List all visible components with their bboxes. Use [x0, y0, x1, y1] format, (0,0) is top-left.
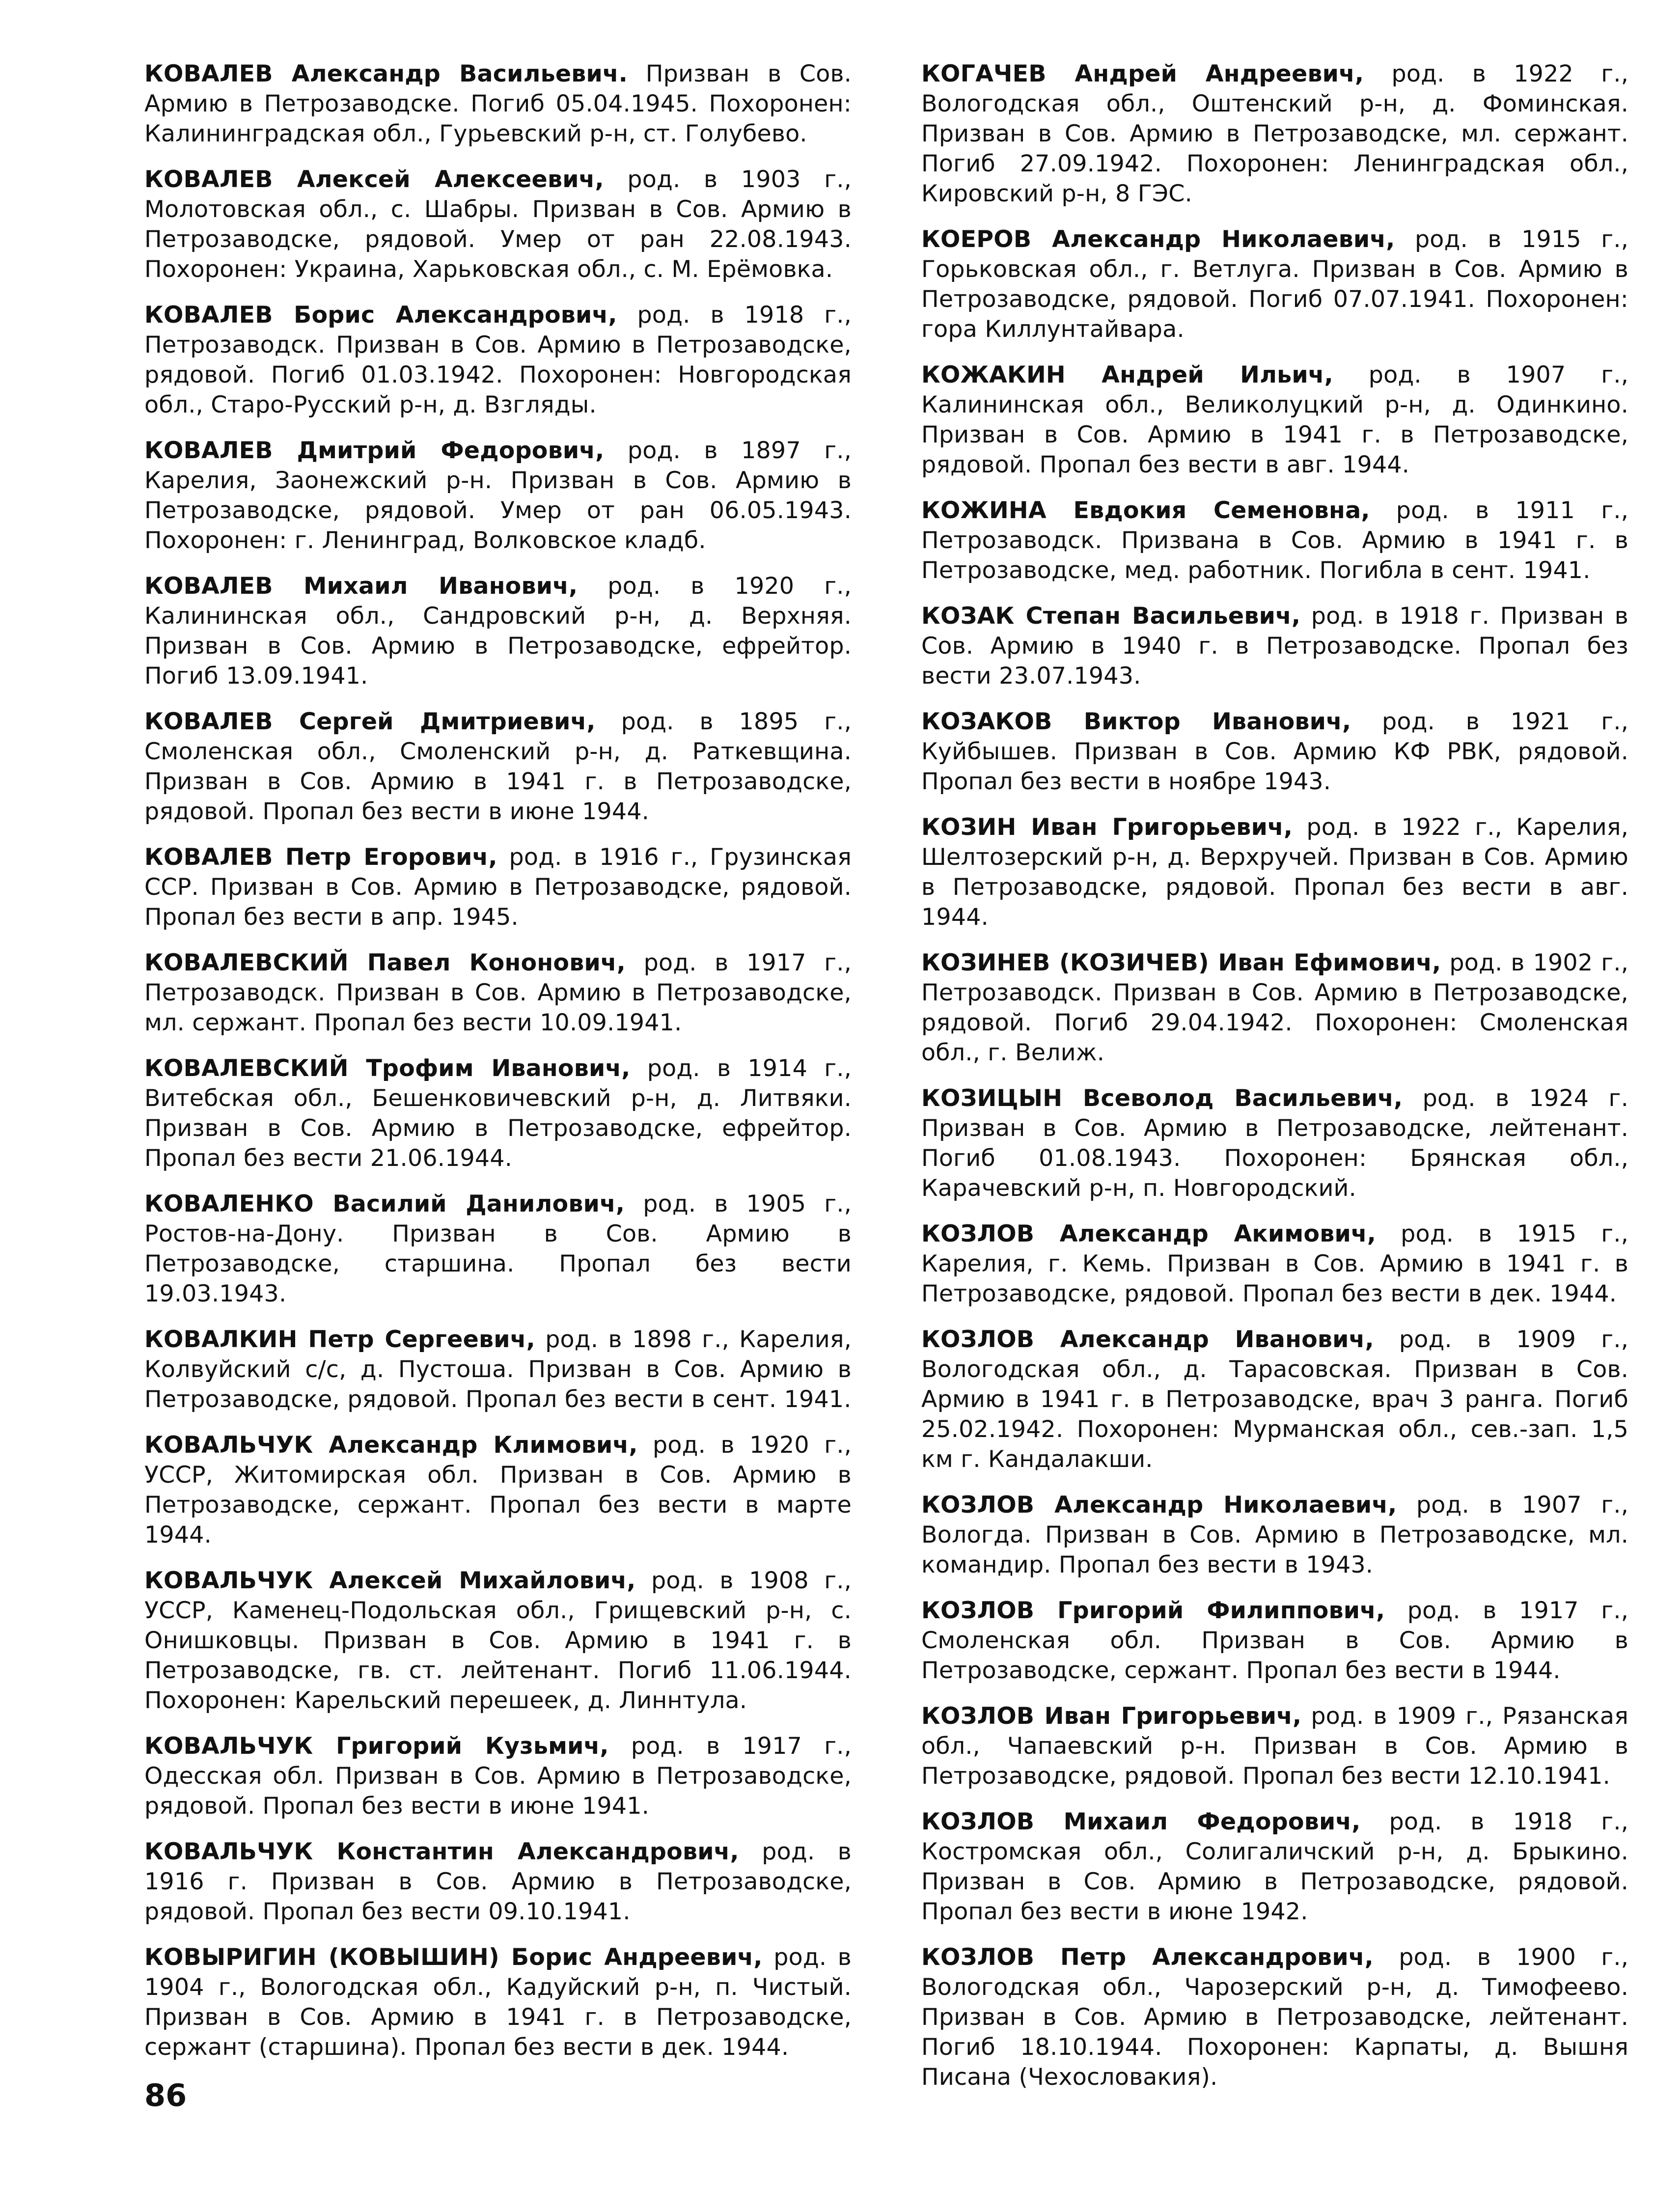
entry	[921, 1596, 1628, 1686]
entry-name: КОЗАК Степан Васильевич,	[921, 603, 1301, 630]
left-column	[144, 59, 852, 2078]
entry-text: род. в 1922 г., Вологодская обл., Оштенский р-н, д. Фоминская. Призван в Сов. Армию в Петрозаводске, мл. сержант. Погиб 27.09.1942. Похоронен: Ленинградская обл., Кировский р-н, 8 ГЭС.	[921, 60, 1628, 207]
entry-text: род. в 1916 г., Грузинская ССР. Призван в Сов. Армию в Петрозаводске, рядовой. Пропал без вести в апр. 1945.	[144, 844, 852, 931]
entry-name: КОЗЛОВ Петр Александрович,	[921, 1944, 1374, 1971]
entry	[921, 1325, 1628, 1474]
entry-text: род. в 1904 г., Вологодская обл., Кадуйский р-н, п. Чистый. Призван в Сов. Армию в 1941 г. в Петрозаводске, сержант (старшина). Пропал без вести в дек. 1944.	[144, 1944, 852, 2061]
entry-name: КОВАЛЬЧУК Алексей Михайлович,	[144, 1567, 636, 1594]
entry	[144, 165, 852, 284]
entry-name: КОВАЛЕВ Михаил Иванович,	[144, 573, 578, 600]
entry	[921, 812, 1628, 932]
entry	[144, 1837, 852, 1927]
entry-text: род. в 1905 г., Ростов-на-Дону. Призван в Сов. Армию в Петрозаводске, старшина. Пропал без вести 19.03.1943.	[144, 1190, 852, 1307]
entry-name: КОВЫРИГИН (КОВЫШИН) Борис Андреевич,	[144, 1944, 763, 1971]
entry-text: род. в 1924 г. Призван в Сов. Армию в Петрозаводске, лейтенант. Погиб 01.08.1943. Похоронен: Брянская обл., Карачевский р-н, п. Новгородский.	[921, 1085, 1628, 1202]
right-column	[921, 59, 1628, 2108]
entry	[144, 1942, 852, 2062]
entry-text: род. в 1922 г., Карелия, Шелтозерский р-н, д. Верхручей. Призван в Сов. Армию в Петрозаводске, рядовой. Пропал без вести в авг. 1944.	[921, 814, 1628, 931]
entry	[921, 1490, 1628, 1580]
entry	[921, 1942, 1628, 2092]
entry-name: КОВАЛЕВСКИЙ Павел Кононович,	[144, 949, 626, 976]
entry-text: род. в 1915 г., Горьковская обл., г. Ветлуга. Призван в Сов. Армию в Петрозаводске, рядовой. Погиб 07.07.1941. Похоронен: гора Киллунтайвара.	[921, 226, 1628, 343]
entry-name: КОЗИН Иван Григорьевич,	[921, 814, 1293, 841]
entry-name: КОЗЛОВ Григорий Филиппович,	[921, 1597, 1385, 1624]
entry	[921, 224, 1628, 344]
entry-text: род. в 1915 г., Карелия, г. Кемь. Призван в Сов. Армию в 1941 г. в Петрозаводске, рядовой. Пропал без вести в дек. 1944.	[921, 1220, 1629, 1307]
entry-name: КОВАЛКИН Петр Сергеевич,	[144, 1326, 535, 1353]
entry-text: род. в 1911 г., Петрозаводск. Призвана в Сов. Армию в 1941 г. в Петрозаводске, мед. работник. Погибла в сент. 1941.	[921, 497, 1628, 584]
entry	[921, 496, 1628, 585]
entry-text: род. в 1921 г., Куйбышев. Призван в Сов. Армию КФ РВК, рядовой. Пропал без вести в ноябре 1943.	[921, 708, 1629, 795]
entry	[144, 436, 852, 555]
entry	[144, 1053, 852, 1173]
entry-name: КОЗЛОВ Иван Григорьевич,	[921, 1703, 1302, 1730]
entry-text: род. в 1918 г., Петрозаводск. Призван в Сов. Армию в Петрозаводске, рядовой. Погиб 01.03.1942. Похоронен: Новгородская обл., Старо-Русский р-н, д. Взгляды.	[144, 302, 852, 418]
entry-name: КОГАЧЕВ Андрей Андреевич,	[921, 60, 1364, 87]
entry-name: КОЗЛОВ Александр Иванович,	[921, 1326, 1374, 1353]
entry	[144, 948, 852, 1038]
entry	[144, 1325, 852, 1414]
entry-name: КОЖИНА Евдокия Семеновна,	[921, 497, 1370, 524]
entry	[921, 59, 1628, 209]
entry	[144, 571, 852, 691]
entry-name: КОВАЛЕВ Александр Васильевич.	[144, 60, 628, 87]
entry-name: КОВАЛЕВ Дмитрий Федорович,	[144, 437, 605, 464]
entry	[921, 601, 1628, 691]
entry	[144, 707, 852, 827]
entry-text: род. в 1909 г., Рязанская обл., Чапаевский р-н. Призван в Сов. Армию в Петрозаводске, рядовой. Пропал без вести 12.10.1941.	[921, 1703, 1628, 1790]
entry	[921, 1219, 1628, 1309]
entry-text: род. в 1907 г., Калининская обл., Великолуцкий р-н, д. Одинкино. Призван в Сов. Армию в 1941 г. в Петрозаводске, рядовой. Пропал без вести в авг. 1944.	[921, 361, 1628, 478]
entry-name: КОЗИЦЫН Всеволод Васильевич,	[921, 1085, 1403, 1112]
entry	[144, 300, 852, 420]
entry-name: КОВАЛЬЧУК Григорий Кузьмич,	[144, 1733, 609, 1760]
entry-name: КОЗАКОВ Виктор Иванович,	[921, 708, 1351, 735]
entry-name: КОВАЛЕНКО Василий Данилович,	[144, 1190, 625, 1217]
entry-text: род. в 1903 г., Молотовская обл., с. Шабры. Призван в Сов. Армию в Петрозаводске, рядовой. Умер от ран 22.08.1943. Похоронен: Украина, Харьковская обл., с. М. Ерёмовка.	[144, 166, 852, 283]
entry	[144, 1189, 852, 1309]
entry-name: КОВАЛЕВ Сергей Дмитриевич,	[144, 708, 596, 735]
entry-text: род. в 1914 г., Витебская обл., Бешенковичевский р-н, д. Литвяки. Призван в Сов. Армию в Петрозаводске, ефрейтор. Пропал без вести 21.06.1944.	[144, 1055, 852, 1172]
entry	[144, 1731, 852, 1821]
entry-name: КОВАЛЕВ Петр Егорович,	[144, 844, 497, 871]
entry	[144, 1430, 852, 1550]
entry	[144, 1566, 852, 1715]
entry-text: род. в 1917 г., Петрозаводск. Призван в Сов. Армию в Петрозаводске, мл. сержант. Пропал без вести 10.09.1941.	[144, 949, 852, 1036]
entry	[921, 948, 1628, 1068]
entry-name: КОЗЛОВ Александр Акимович,	[921, 1220, 1377, 1247]
entry-name: КОЗЛОВ Александр Николаевич,	[921, 1492, 1397, 1519]
entry-name: КОВАЛЬЧУК Александр Климович,	[144, 1432, 638, 1459]
entry-text: род. в 1917 г., Одесская обл. Призван в Сов. Армию в Петрозаводске, рядовой. Пропал без вести в июне 1941.	[144, 1733, 852, 1820]
entry	[921, 1701, 1628, 1791]
entry-name: КОВАЛЬЧУК Константин Александрович,	[144, 1838, 739, 1865]
entry-name: КОЖАКИН Андрей Ильич,	[921, 361, 1333, 388]
entry-name: КОВАЛЕВСКИЙ Трофим Иванович,	[144, 1055, 631, 1082]
entry-text: род. в 1917 г., Смоленская обл. Призван в Сов. Армию в Петрозаводске, сержант. Пропал без вести в 1944.	[921, 1597, 1628, 1684]
entry-text: род. в 1909 г., Вологодская обл., д. Тарасовская. Призван в Сов. Армию в 1941 г. в Петрозаводске, врач 3 ранга. Погиб 25.02.1942. Похоронен: Мурманская обл., сев.-зап. 1,5 км г. Кандалакши.	[921, 1326, 1628, 1473]
entry	[144, 59, 852, 149]
entry-name: КОЗИНЕВ (КОЗИЧЕВ) Иван Ефимович,	[921, 949, 1441, 976]
entry-text: род. в 1902 г., Петрозаводск. Призван в Сов. Армию в Петрозаводске, рядовой. Погиб 29.04.1942. Похоронен: Смоленская обл., г. Велиж.	[921, 949, 1629, 1066]
entry-text: род. в 1908 г., УССР, Каменец-Подольская обл., Грищевский р-н, с. Онишковцы. Призван в Сов. Армию в 1941 г. в Петрозаводске, гв. ст. лейтенант. Погиб 11.06.1944. Похоронен: Карельский перешеек, д. Линнтула.	[144, 1567, 852, 1714]
page-number: 86	[144, 2077, 187, 2113]
entry-text: род. в 1900 г., Вологодская обл., Чарозерский р-н, д. Тимофеево. Призван в Сов. Армию в Петрозаводске, лейтенант. Погиб 18.10.1944. Похоронен: Карпаты, д. Вышня Писана (Чехословакия).	[921, 1944, 1628, 2091]
entry-text: род. в 1895 г., Смоленская обл., Смоленский р-н, д. Раткевщина. Призван в Сов. Армию в 1941 г. в Петрозаводске, рядовой. Пропал без вести в июне 1944.	[144, 708, 852, 825]
entry-name: КОВАЛЕВ Борис Александрович,	[144, 302, 617, 329]
entry-name: КОЕРОВ Александр Николаевич,	[921, 226, 1395, 253]
entry	[921, 707, 1628, 797]
entry-text: род. в 1920 г., УССР, Житомирская обл. Призван в Сов. Армию в Петрозаводске, сержант. Пропал без вести в марте 1944.	[144, 1432, 852, 1548]
entry	[921, 1807, 1628, 1927]
entry-text: род. в 1918 г. Призван в Сов. Армию в 1940 г. в Петрозаводске. Пропал без вести 23.07.1943.	[921, 603, 1628, 690]
entry	[921, 360, 1628, 480]
entry	[144, 842, 852, 932]
entry-text: род. в 1916 г. Призван в Сов. Армию в Петрозаводске, рядовой. Пропал без вести 09.10.1941.	[144, 1838, 852, 1925]
entry-text: Призван в Сов. Армию в Петрозаводске. Погиб 05.04.1945. Похоронен: Калининградская обл., Гурьевский р-н, ст. Голубево.	[144, 60, 852, 147]
entry-text: род. в 1920 г., Калининская обл., Сандровский р-н, д. Верхняя. Призван в Сов. Армию в Петрозаводске, ефрейтор. Погиб 13.09.1941.	[144, 573, 852, 690]
entry-text: род. в 1907 г., Вологда. Призван в Сов. Армию в Петрозаводске, мл. командир. Пропал без вести в 1943.	[921, 1492, 1628, 1578]
entry-name: КОЗЛОВ Михаил Федорович,	[921, 1808, 1361, 1835]
entry-text: род. в 1897 г., Карелия, Заонежский р-н. Призван в Сов. Армию в Петрозаводске, рядовой. Умер от ран 06.05.1943. Похоронен: г. Ленинград, Волковское кладб.	[144, 437, 852, 554]
entry	[921, 1083, 1628, 1203]
entry-text: род. в 1898 г., Карелия, Колвуйский с/с, д. Пустоша. Призван в Сов. Армию в Петрозаводске, рядовой. Пропал без вести в сент. 1941.	[144, 1326, 852, 1413]
entry-name: КОВАЛЕВ Алексей Алексеевич,	[144, 166, 604, 193]
entry-text: род. в 1918 г., Костромская обл., Солигаличский р-н, д. Брыкино. Призван в Сов. Армию в Петрозаводске, рядовой. Пропал без вести в июне 1942.	[921, 1808, 1629, 1925]
